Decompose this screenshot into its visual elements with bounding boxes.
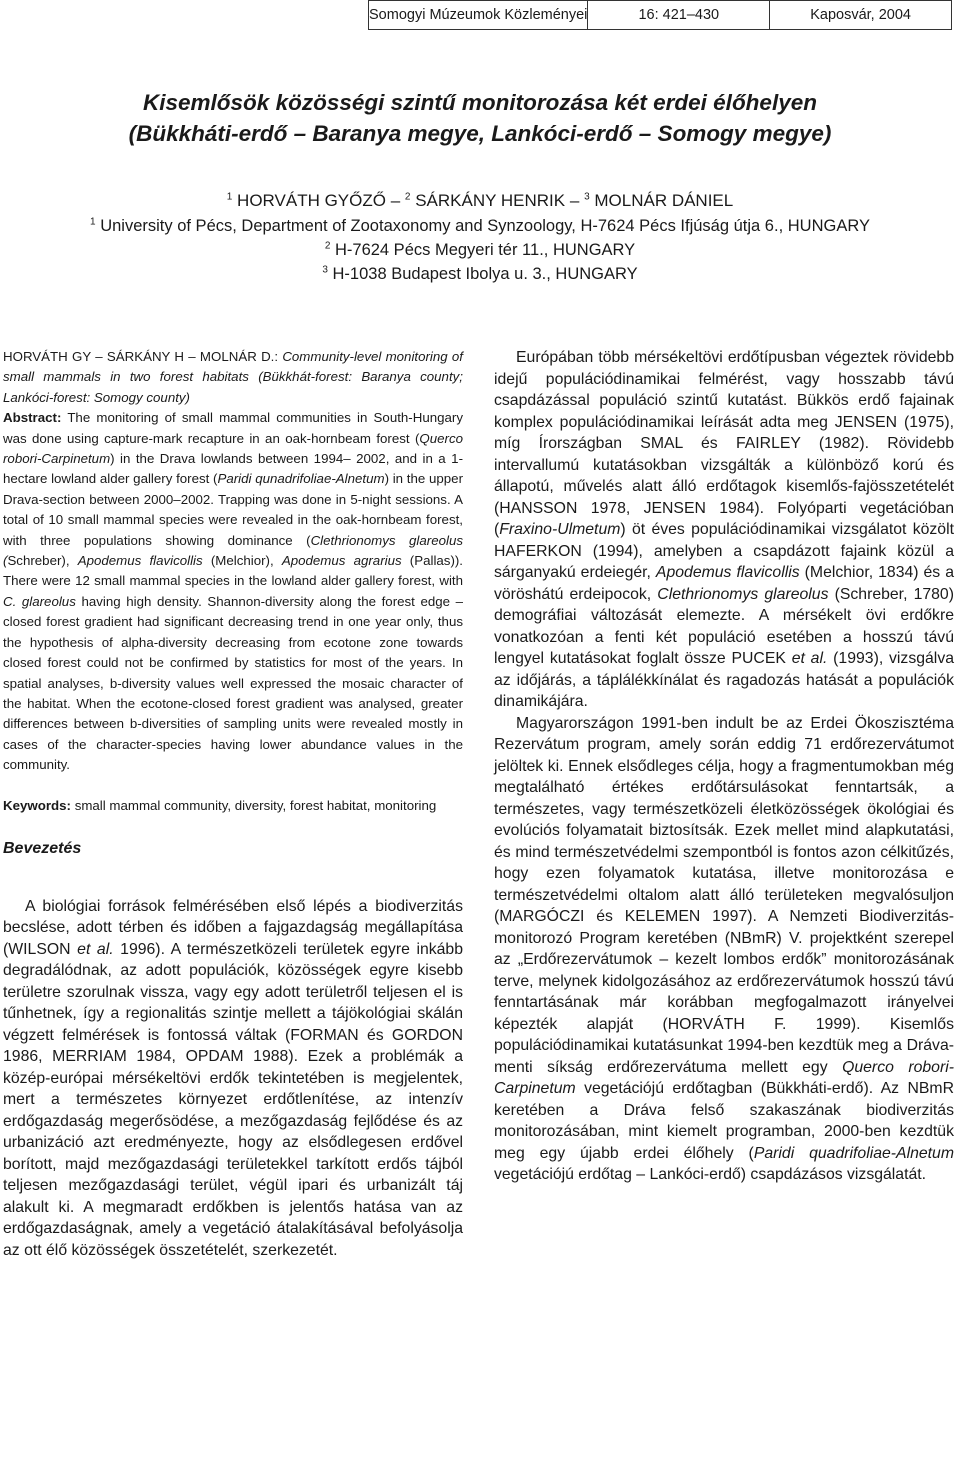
abstract-italic: Querco robori-Carpinetum — [3, 430, 463, 467]
abstract-italic: Paridi qunadrifoliae-Alnetum — [217, 471, 385, 487]
body-text: vegetációjú erdőtag – Lankóci-erdő) csapdázásos vizsgálatát. — [494, 1166, 927, 1183]
body-text: (1993), vizsgálva az időjárás, a táplálékkínálat és ragadozás hatását a populációk dinamikájára. — [494, 650, 954, 710]
body-text: (Melchior, 1834) és a vöröshátú erdeipocok, — [494, 564, 954, 603]
journal-header — [368, 0, 952, 30]
journal-name: Somogyi Múzeumok Közleményei — [369, 7, 588, 23]
body-paragraph — [3, 896, 463, 1262]
citation-authors: HORVÁTH GY – SÁRKÁNY H – MOLNÁR D.: — [3, 349, 279, 364]
body-italic: et al. — [77, 940, 114, 958]
author-name: HORVÁTH GYŐZŐ — [237, 191, 386, 210]
body-italic: Querco robori-Carpinetum — [494, 1058, 955, 1097]
affiliation-3 — [0, 262, 960, 286]
paper-title-line2: (Bükkháti-erdő – Baranya megye, Lankóci-erdő – Somogy megye) — [128, 121, 832, 146]
body-italic: et al. — [791, 650, 828, 667]
journal-pages: 16: 421–430 — [638, 7, 720, 23]
paper-title-line1: Kisemlősök közösségi szintű monitorozása két erdei élőhelyen — [143, 90, 817, 115]
body-italic: Clethrionomys glareolus — [657, 585, 829, 603]
abstract-text: (Melchior), — [202, 553, 282, 569]
abstract-text: ) in the upper Drava-section between 2000–2002. Trapping was done in 5-night sessions. A total of 10 small mammal species were revealed in the oak-hornbeam forest, with three populations showing dominance ( — [3, 471, 463, 548]
abstract-text: (Pallas)). There were 12 small mammal species in the lowland alder gallery forest, with — [3, 553, 464, 589]
journal-place-year: Kaposvár, 2004 — [810, 7, 911, 23]
abstract-text: ) in the Drava lowlands between 1994– 2002, and in a 1-hectare lowland alder gallery forest ( — [3, 451, 463, 487]
abstract-text: Schreber), — [7, 553, 78, 569]
abstract-paragraph — [3, 408, 463, 775]
keywords-text: small mammal community, diversity, forest habitat, monitoring — [74, 797, 437, 813]
body-italic: Paridi quadrifoliae-Alnetum — [753, 1144, 954, 1162]
abstract-italic: Clethrionomys glareolus ( — [3, 532, 463, 569]
affiliation-sup: 1 — [90, 216, 96, 228]
left-column — [3, 347, 463, 1261]
citation-paragraph — [3, 347, 463, 408]
affiliation-sup: 3 — [322, 264, 328, 276]
body-text: (Schreber, 1780) demográfiai változását elemezte. A mérsékelt övi erdőkre vonatkozóan a fenti két populáció esetében a hosszú távú lengyel kutatásokat foglalt össze PUCEK — [494, 585, 954, 667]
affiliation-sup: 2 — [324, 240, 331, 252]
abstract-text: The monitoring of small mammal communities in South-Hungary was done using capture-mark recapture in an oak-hornbeam forest ( — [3, 410, 463, 446]
author-sup: 2 — [404, 191, 411, 203]
author-name: SÁRKÁNY HENRIK — [415, 191, 566, 210]
right-column — [494, 347, 954, 1186]
abstract-italic: Apodemus flavicollis — [77, 553, 203, 569]
author-separator: – — [390, 191, 401, 210]
body-paragraph — [494, 713, 954, 1186]
body-text: vegetációjú erdőtagban (Bükkháti-erdő). Az NBmR keretében a Dráva felső szakaszának biodiverzitás monitorozásában, mint kiemelt programban, 2000-ben kezdtük meg egy újabb erdei élőhely ( — [494, 1080, 954, 1162]
affiliation-2 — [0, 238, 960, 262]
abstract-italic: Apodemus agrarius — [281, 553, 402, 569]
affiliation-1 — [0, 214, 960, 238]
citation-title: Community-level monitoring of small mammals in two forest habitats (Bükkhát-forest: Baranya county; Lankóci-forest: Somogy county) — [3, 349, 463, 405]
author-name: MOLNÁR DÁNIEL — [594, 191, 734, 210]
abstract-label: Abstract: — [3, 410, 62, 426]
author-sup: 3 — [584, 191, 590, 203]
author-line — [0, 189, 960, 213]
keywords-label: Keywords: — [3, 797, 71, 813]
abstract-text: having high density. Shannon-diversity along the forest edge – closed forest gradient had significant decreasing trend in one year only, thus the hypothesis of alpha-diversity decreasing from ecotone zone towards closed forest could not be confirmed by statistics for most of the years. In spatial analyses, b-diversity values well expressed the mosaic character of the habitat. When the ecotone-closed forest gradient was analysed, greater differences between b-diversities of sampling units were revealed mostly in cases of the character-species having lower abundance values in the community. — [3, 593, 464, 773]
body-text: Európában több mérsékeltövi erdőtípusban végeztek rövidebb idejű populációdinamikai felmérést, vagy hosszabb távú csapdázással populáció szintű kutatást. Bükkös erdő fajainak komplex populációdinamikai leírását adta meg JENSEN (1975), míg Írországban SMAL és FAIRLEY (1982). Rövidebb intervallumú kutatásokban vizsgálták a különböző korú és állapotú, művelés alatt álló erdőtagok kisemlős-fajösszetételét (HANSSON 1978, JENSEN 1984). Folyóparti vegetációban ( — [494, 349, 954, 538]
affiliation-text: H-7624 Pécs Megyeri tér 11., HUNGARY — [334, 241, 636, 259]
body-text: ) öt éves populációdinamikai vizsgálatot közölt HAFERKON (1994), amelyben a csapdázott fajaink közül a sárganyakú erdeiegér, — [494, 521, 954, 581]
abstract-italic: C. glareolus — [3, 593, 76, 609]
affiliation-text: University of Pécs, Department of Zootaxonomy and Synzoology, H-7624 Pécs Ifjúság útja 6., HUNGARY — [100, 217, 870, 235]
keywords-paragraph — [3, 796, 463, 816]
body-paragraph — [494, 347, 954, 713]
body-italic: Fraxino-Ulmetum — [499, 521, 621, 538]
body-text: 1996). A természetközeli területek egyre inkább degradálódnak, az adott populációk, közösségek egyre kisebb területre szorulnak vissza, vagy egy adott területről teljesen el is tűnhetnek, így a regionalitás szintje mellett a tájökológiai skálán végzett felmérések is fontossá váltak (FORMAN és GORDON 1986, MERRIAM 1984, OPDAM 1988). Ezek a problémák a közép-európai mérsékeltövi erdők tekintetében is megjelentek, mert a természetes környezet erdőtlenítése, az intenzív erdőgazdaság megerősödése, a mezőgazdaság fejlődése és az urbanizáció azt eredményezte, hogy az elsődlegesen erdővel borított, majd mezőgazdasági területekkel tarkított erdős tájból teljesen mezőgazdasági terület, végül ipari és urbanizált táj alakult ki. A megmaradt erdőkben is jelentős hatása van az erdőgazdaságnak, amely a vegetáció átalakításával befolyásolja az ott élő közösségek összetételét, szerkezetét. — [3, 940, 464, 1259]
affiliation-text: H-1038 Budapest Ibolya u. 3., HUNGARY — [332, 265, 638, 283]
body-text: Magyarországon 1991-ben indult be az Erdei Ökoszisztéma Rezervátum program, amely során eddig 71 erdőrezervátumot jelöltek ki. Ennek elsődleges célja, hogy a fragmentumokban még megtalálható értékes erdőtársulásokat fenntartsák, a természetes, vagy természetközeli életközösségek ökológiai és evolúciós folyamatait biztosítsák. Ezek mellet mind alapkutatási, és mind természetvédelmi szempontból is fontos azon célkitűzés, hogy ezen folyamatok kutatása, illetve monitorozása e természetvédelmi oltalom alatt álló területeken megvalósuljon (MARGÓCZI és KELEMEN 1997). A Nemzeti Biodiverzitás-monitorozó Program keretében (NBmR) V. projektként szerepel az „Erdőrezervátumok – kezelt lombos erdők” monitorozásának terve, melynek kidolgozásához az erdőrezervátumok hosszú távú fenntartásának már korábban megfogalmazott irányelvei képezték alapját (HORVÁTH F. 1999). Kisemlős populációdinamikai kutatásunkat 1994-ben kezdtük meg a Dráva-menti síkság erdőrezervátuma mellett egy — [494, 714, 954, 1076]
body-italic: Apodemus flavicollis — [655, 564, 800, 581]
body-text: A biológiai források felmérésében első lépés a biodiverzitás becslése, adott térben és időben a fajgazdagság megállapítása (WILSON — [3, 897, 463, 958]
section-heading: Bevezetés — [3, 839, 82, 857]
author-sup: 1 — [226, 191, 233, 203]
author-separator: – — [569, 191, 580, 210]
